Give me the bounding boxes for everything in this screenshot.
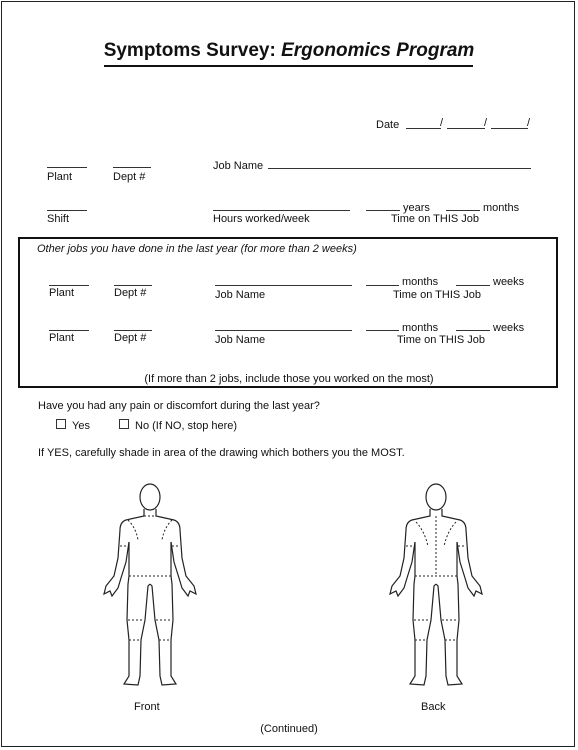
- other-job-name-label: Job Name: [215, 289, 266, 301]
- other-dept-field[interactable]: [114, 285, 152, 286]
- form-title: [0, 40, 578, 62]
- date-day-field[interactable]: [447, 128, 485, 129]
- title-italic: Ergonomics Program: [281, 40, 475, 61]
- pain-question: Have you had any pain or discomfort during the last year?: [38, 400, 320, 412]
- hours-label: Hours worked/week: [213, 213, 310, 225]
- other-jobs-box: [18, 237, 558, 388]
- other-plant-field[interactable]: [49, 330, 89, 331]
- years-label: years: [403, 202, 430, 214]
- shade-instruction: If YES, carefully shade in area of the drawing which bothers you the MOST.: [38, 447, 405, 459]
- other-time-on-job-label: Time on THIS Job: [393, 289, 482, 301]
- other-months-label: months: [402, 322, 439, 334]
- other-job-name-field[interactable]: [215, 285, 352, 286]
- other-job-name-label: Job Name: [215, 334, 266, 346]
- date-month-field[interactable]: [406, 128, 441, 129]
- other-dept-label: Dept #: [114, 332, 147, 344]
- other-time-on-job-label: Time on THIS Job: [397, 334, 486, 346]
- shift-field[interactable]: [47, 210, 87, 211]
- other-months-field[interactable]: [366, 330, 399, 331]
- other-weeks-label: weeks: [493, 276, 525, 288]
- title-main: Symptoms Survey:: [103, 40, 282, 61]
- date-year-field[interactable]: [491, 128, 528, 129]
- yes-checkbox[interactable]: [56, 419, 66, 429]
- other-months-label: months: [402, 276, 439, 288]
- other-plant-field[interactable]: [49, 285, 89, 286]
- other-weeks-field[interactable]: [456, 285, 490, 286]
- back-label: Back: [421, 701, 446, 713]
- job-name-label: Job Name: [213, 160, 264, 172]
- months-label: months: [483, 202, 520, 214]
- months-field[interactable]: [446, 210, 480, 211]
- other-plant-label: Plant: [49, 332, 75, 344]
- date-separator-1: /: [440, 117, 444, 129]
- no-label: No (If NO, stop here): [135, 420, 238, 432]
- other-dept-label: Dept #: [114, 287, 147, 299]
- yes-label: Yes: [72, 420, 90, 432]
- other-jobs-heading: Other jobs you have done in the last year (for more than 2 weeks): [37, 243, 357, 255]
- time-on-job-label: Time on THIS Job: [391, 213, 480, 225]
- title-underline: [104, 65, 473, 67]
- other-dept-field[interactable]: [114, 330, 152, 331]
- back-body-diagram[interactable]: [384, 480, 488, 692]
- dept-label: Dept #: [113, 171, 146, 183]
- plant-field[interactable]: [47, 167, 87, 168]
- front-label: Front: [134, 701, 160, 713]
- plant-label: Plant: [47, 171, 73, 183]
- other-months-field[interactable]: [366, 285, 399, 286]
- shift-label: Shift: [47, 213, 70, 225]
- other-job-name-field[interactable]: [215, 330, 352, 331]
- no-checkbox[interactable]: [119, 419, 129, 429]
- years-field[interactable]: [366, 210, 400, 211]
- date-separator-3: /: [527, 117, 531, 129]
- job-name-field[interactable]: [268, 168, 531, 169]
- date-label: Date: [376, 119, 400, 131]
- date-separator-2: /: [484, 117, 488, 129]
- other-weeks-field[interactable]: [456, 330, 490, 331]
- dept-field[interactable]: [113, 167, 151, 168]
- continued-footer: (Continued): [260, 723, 318, 735]
- other-plant-label: Plant: [49, 287, 75, 299]
- other-jobs-note: (If more than 2 jobs, include those you worked on the most): [144, 373, 434, 385]
- other-weeks-label: weeks: [493, 322, 525, 334]
- hours-field[interactable]: [213, 210, 350, 211]
- front-body-diagram[interactable]: [98, 480, 202, 692]
